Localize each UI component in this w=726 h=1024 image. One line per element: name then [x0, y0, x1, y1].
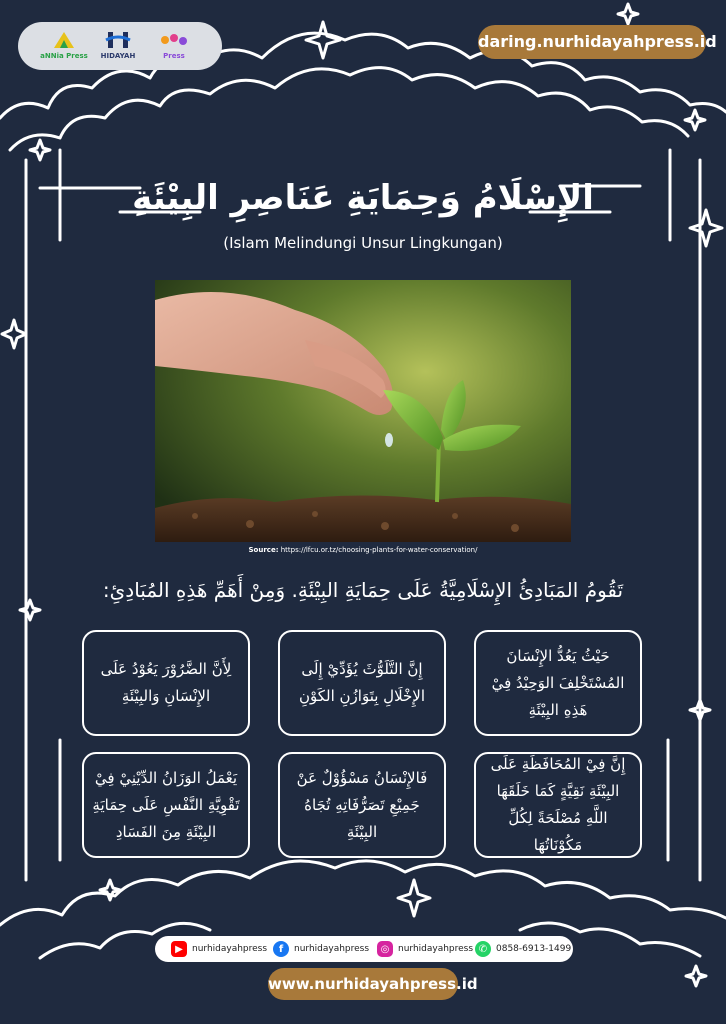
site-url-top[interactable]: daring.nurhidayahpress.id — [478, 25, 706, 59]
principle-card: لِأَنَّ الضَّرُوْرَ يَعُوْدُ عَلَى الإِنْسَانِ وَالبِيْئَةِ — [82, 630, 250, 736]
photo-source — [155, 546, 571, 554]
hidayah-logo-icon — [104, 30, 132, 50]
social-label: nurhidayahpress — [294, 944, 370, 954]
publisher-logos — [18, 22, 222, 70]
instagram-link[interactable] — [377, 940, 473, 958]
source-label: Source: — [248, 546, 279, 554]
page-subtitle-latin: (Islam Melindungi Unsur Lingkungan) — [223, 234, 503, 252]
facebook-link[interactable] — [273, 940, 369, 958]
source-url[interactable]: https://lfcu.or.tz/choosing-plants-for-water-conservation/ — [280, 546, 478, 554]
principle-card: يَعْمَلُ الوَزَانُ الدِّيْنِيْ فِيْ تَقْوِيَّةِ النَّفْسِ عَلَى حِمَايَةِ البِيْئَةِ مِنَ الفَسَادِ — [82, 752, 250, 858]
photo-illustration — [155, 280, 571, 542]
izzah-press-logo-icon — [159, 30, 189, 50]
hand-watering-plant-photo — [155, 280, 571, 542]
social-label: nurhidayahpress — [192, 944, 268, 954]
whatsapp-link[interactable] — [475, 940, 571, 958]
youtube-link[interactable] — [171, 940, 267, 958]
social-label: 0858-6913-1499 — [496, 944, 572, 954]
logo-caption: Press — [163, 52, 185, 60]
principle-card: إِنَّ فِيْ المُحَافَظَةِ عَلَى البِيْئَةِ نَقِيَّةٍ كَمَا خَلَقَهَا اللَّهِ مُصْلَحَةً لِكُلِّ مَكُوْنَاتُهَا — [474, 752, 642, 858]
page-title-arabic: الإِسْلَامُ وَحِمَايَةِ عَنَاصِرِ البِيْئَةِ — [132, 178, 594, 218]
instagram-icon: ◎ — [377, 941, 393, 957]
facebook-icon: f — [273, 941, 289, 957]
social-label: nurhidayahpress — [398, 944, 474, 954]
principle-card: فَالإِنْسَانُ مَسْؤُوْلٌ عَنْ جَمِيْعِ تَصَرُّفَاتِهِ تُجَاهُ البِيْئَةِ — [278, 752, 446, 858]
logo-caption: aNNia Press — [40, 52, 88, 60]
annia-press-logo — [40, 30, 88, 64]
principle-card: حَيْثُ يَعُدُّ الإِنْسَانَ المُسْتَخْلِفَ الوَحِيْدُ فِيْ هَذِهِ البِيْئَةِ — [474, 630, 642, 736]
principle-card: إِنَّ التَّلَوُّثَ يُؤَدِّيْ إِلَى الإِخْلَالِ بِتَوَازُنِ الكَوْنِ — [278, 630, 446, 736]
youtube-icon: ▶ — [171, 941, 187, 957]
whatsapp-icon: ✆ — [475, 941, 491, 957]
hidayah-logo — [94, 30, 142, 64]
intro-text: تَقُومُ المَبَادِئُ الإِسْلَامِيَّةُ عَلَى حِمَايَةِ البِيْئَةِ. وَمِنْ أَهَمِّ هَذِهِ المُبَادِئِ: — [102, 578, 624, 602]
annia-press-logo-icon — [52, 30, 76, 50]
logo-caption: HIDAYAH — [100, 52, 136, 60]
site-url-bottom[interactable]: www.nurhidayahpress.id — [268, 968, 458, 1000]
social-media-bar — [155, 936, 573, 962]
izzah-press-logo — [150, 30, 198, 64]
